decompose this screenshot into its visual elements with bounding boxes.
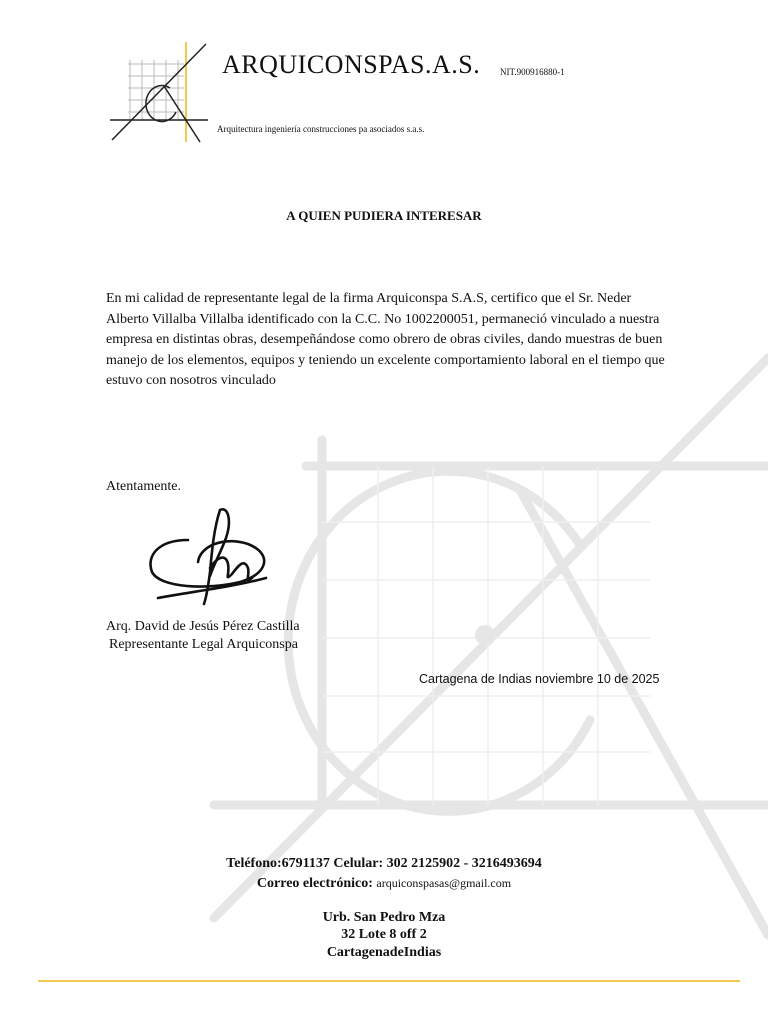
footer-address-line2: 32 Lote 8 off 2: [341, 927, 427, 942]
footer-address-line1: Urb. San Pedro Mza: [322, 910, 446, 925]
company-tagline: Arquitectura ingeniería construcciones pa asociados s.a.s.: [217, 124, 425, 134]
letter-date: Cartagena de Indias noviembre 10 de 2025: [419, 672, 660, 686]
footer-email-label: Correo electrónico:: [256, 876, 373, 891]
footer-email[interactable]: arquiconspasas@gmail.com: [376, 876, 512, 890]
footer-email-line: [0, 876, 768, 892]
letter-closing: Atentamente.: [106, 479, 182, 494]
architect-compass-grid-logo: [108, 40, 220, 146]
handwritten-signature: [128, 498, 288, 613]
letter-heading: A QUIEN PUDIERA INTERESAR: [286, 208, 482, 223]
company-name: ARQUICONSPAS.A.S.: [222, 50, 481, 79]
footer-address-line3: CartagenadeIndias: [326, 945, 442, 960]
signer-role: Representante Legal Arquiconspa: [109, 637, 298, 652]
company-nit: NIT.900916880-1: [500, 67, 565, 77]
letter-body: En mi calidad de representante legal de la firma Arquiconspa S.A.S, certifico que el Sr. Neder Alberto Villalba Villalba identificado con la C.C. No 1002200051, permaneció vinculado a nuestra empresa en distintas obras, desempeñándose como obrero de obras civiles, dando muestras de buen manejo de los elementos, equipos y teniendo un excelente comportamiento laboral en el tiempo que estuvo con nosotros vinculado: [106, 291, 665, 388]
footer-divider: [38, 980, 740, 982]
footer-phone: Teléfono:6791137 Celular: 302 2125902 - 3216493694: [226, 856, 542, 871]
signer-name: Arq. David de Jesús Pérez Castilla: [106, 619, 300, 634]
